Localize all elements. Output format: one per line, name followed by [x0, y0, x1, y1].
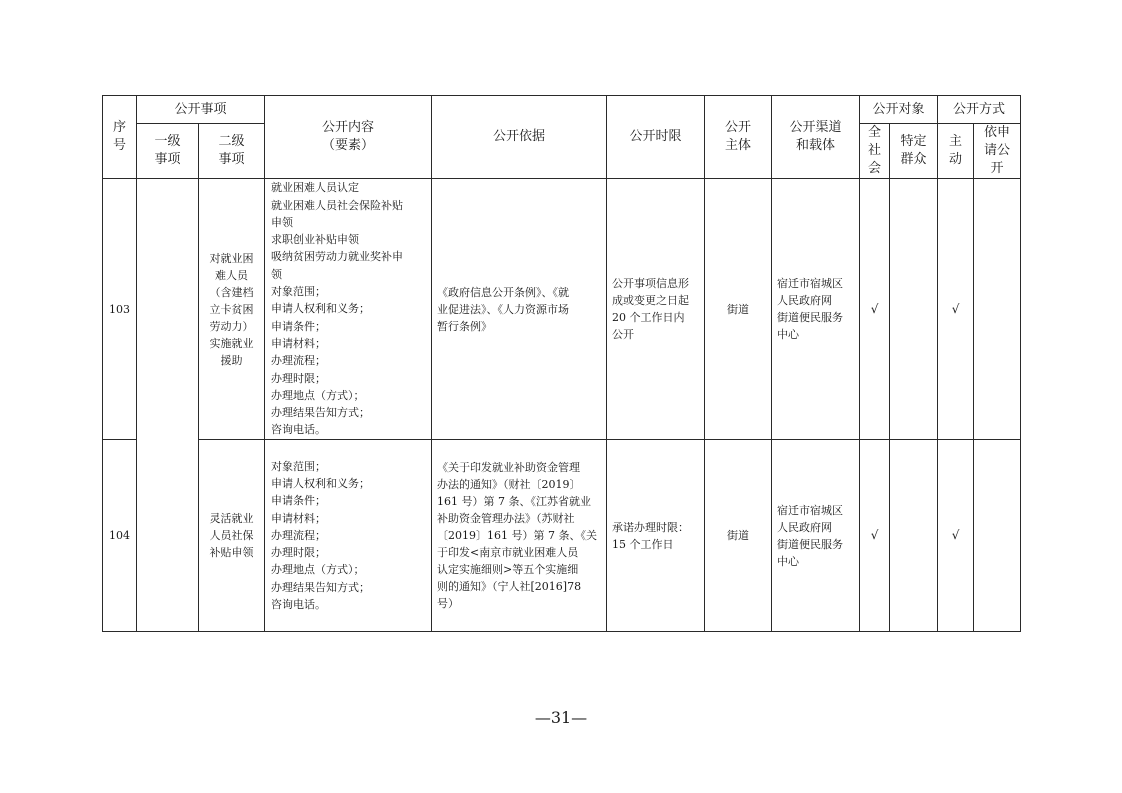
- header-target-specific: 特定 群众: [890, 124, 938, 179]
- row-target-specific: [890, 440, 938, 632]
- header-content: 公开内容 （要素）: [265, 96, 432, 179]
- table-row: [103, 440, 1021, 632]
- content-line: 求职创业补贴申领: [271, 233, 360, 247]
- content-line: 申请条件；: [271, 494, 327, 508]
- header-subject: 公开 主体: [705, 96, 772, 179]
- row-seq: 104: [103, 440, 137, 632]
- content-line: 对象范围；: [271, 285, 327, 299]
- header-matter: 公开事项: [137, 96, 265, 124]
- header-method-active: 主 动: [938, 124, 974, 179]
- content-line: 办理地点（方式）；: [271, 388, 365, 402]
- header-level1: 一级 事项: [137, 124, 199, 179]
- row-level2: 灵活就业 人员社保 补贴申领: [199, 440, 265, 632]
- row-channel: 宿迁市宿城区 人民政府网 街道便民服务 中心: [772, 179, 860, 440]
- content-line: 办理结果告知方式；: [271, 580, 371, 594]
- row-target-specific: [890, 179, 938, 440]
- disclosure-table: [102, 95, 1021, 632]
- row-level2: 对就业困 难人员 （含建档 立卡贫困 劳动力） 实施就业 援助: [199, 179, 265, 440]
- row-target-all-check: √: [860, 179, 890, 440]
- content-line: 办理流程；: [271, 528, 327, 542]
- row-target-all-check: √: [860, 440, 890, 632]
- header-target-all: 全 社 会: [860, 124, 890, 179]
- content-line: 吸纳贫困劳动力就业奖补申: [271, 250, 404, 264]
- row-content: [265, 179, 432, 440]
- row-content: [265, 440, 432, 632]
- content-line: 办理时限；: [271, 371, 327, 385]
- content-line: 办理时限；: [271, 546, 327, 560]
- content-line: 申请人权利和义务；: [271, 302, 371, 316]
- row-time-limit: 公开事项信息形 成或变更之日起 20 个工作日内 公开: [607, 179, 705, 440]
- row-basis: 《政府信息公开条例》、《就 业促进法》、《人力资源市场 暂行条例》: [432, 179, 607, 440]
- header-method: 公开方式: [938, 96, 1021, 124]
- content-line: 申请条件；: [271, 319, 327, 333]
- row-seq: 103: [103, 179, 137, 440]
- header-level2: 二级 事项: [199, 124, 265, 179]
- content-line: 办理地点（方式）；: [271, 563, 365, 577]
- content-line: 咨询电话。: [271, 423, 327, 437]
- row-time-limit: 承诺办理时限： 15 个工作日: [607, 440, 705, 632]
- row-level1: [137, 179, 199, 632]
- content-line: 申领: [271, 215, 294, 229]
- content-line: 咨询电话。: [271, 598, 327, 612]
- content-line: 申请材料；: [271, 336, 327, 350]
- header-target: 公开对象: [860, 96, 938, 124]
- row-method-request: [974, 440, 1021, 632]
- content-line: 对象范围；: [271, 459, 327, 473]
- header-basis: 公开依据: [432, 96, 607, 179]
- content-line: 办理结果告知方式；: [271, 406, 371, 420]
- header-channel: 公开渠道 和载体: [772, 96, 860, 179]
- row-subject: 街道: [705, 179, 772, 440]
- content-line: 就业困难人员认定: [271, 181, 360, 195]
- header-time-limit: 公开时限: [607, 96, 705, 179]
- row-method-active-check: √: [938, 179, 974, 440]
- table-row: [103, 179, 1021, 440]
- row-method-active-check: √: [938, 440, 974, 632]
- content-line: 办理流程；: [271, 354, 327, 368]
- header-method-request: 依申 请公 开: [974, 124, 1021, 179]
- page-number: —31—: [534, 708, 588, 727]
- row-method-request: [974, 179, 1021, 440]
- content-line: 申请人权利和义务；: [271, 476, 371, 490]
- content-line: 申请材料；: [271, 511, 327, 525]
- content-line: 领: [271, 267, 283, 281]
- content-line: 就业困难人员社会保险补贴: [271, 198, 404, 212]
- row-subject: 街道: [705, 440, 772, 632]
- header-seq: 序 号: [103, 96, 137, 179]
- row-basis: 《关于印发就业补助资金管理 办法的通知》（财社〔2019〕 161 号）第 7 条、《江苏省就业 补助资金管理办法》（苏财社 〔2019〕161 号）第 7 条、《关 于印发<南京市就业困难人员 认定实施细则>等五个实施细 则的通知》（宁人社[2016]78 号）: [432, 440, 607, 632]
- row-channel: 宿迁市宿城区 人民政府网 街道便民服务 中心: [772, 440, 860, 632]
